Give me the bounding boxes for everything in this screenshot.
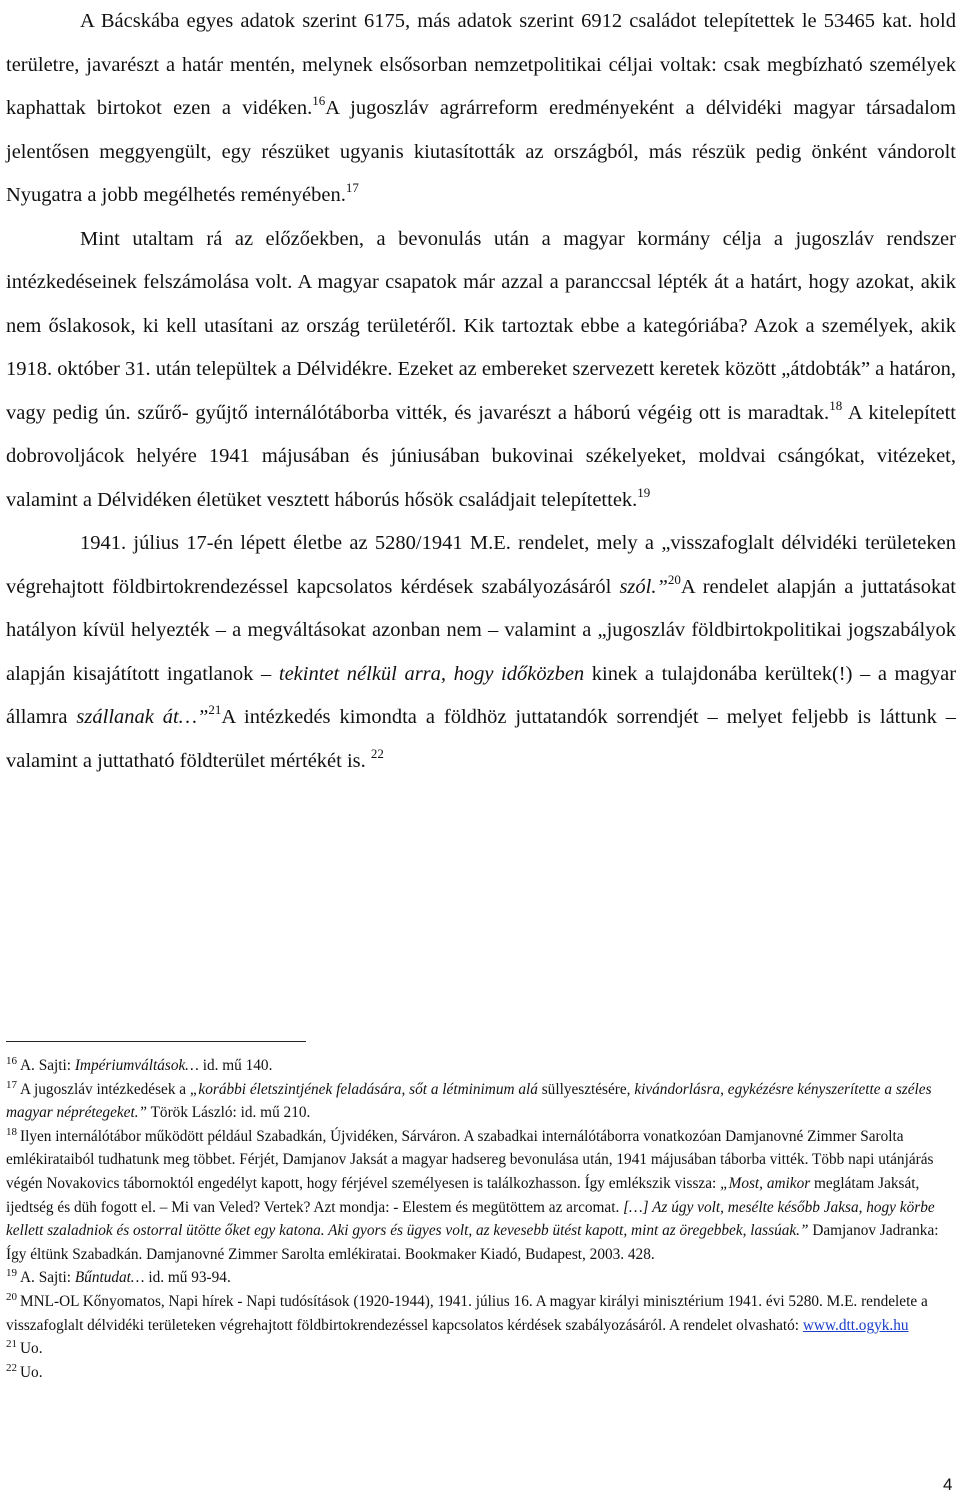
footnote-18 [6,1125,951,1267]
page-number: 4 [943,1475,953,1494]
footnote-ref-20[interactable]: 20 [667,571,681,587]
footnote-number: 16 [6,1055,17,1067]
footnote-text: MNL-OL Kőnyomatos, Napi hírek - Napi tudósítások (1920-1944), 1941. július 16. A magyar királyi minisztérium 1941. évi 5280. M.E. rendelete a visszafoglalt délvidéki területeken végrehajtott földbirtokrendezéssel kapcsolatos kérdések szabályozásáról. A rendelet olvasható: [6,1292,928,1334]
footnote-number: 19 [6,1267,17,1280]
footnote-text: süllyesztésére, [537,1080,635,1098]
paragraph-text: A kitelepített dobrovoljácok helyére 1941 májusában és júniusában bukovinai székelyeket, moldvai csángókat, vitézeket, valamint a Délvidéken életüket vesztett háborús hősök családjait telepítettek. [6,401,956,511]
footnote-ref-22[interactable]: 22 [370,745,384,761]
footnote-number: 22 [6,1361,17,1374]
italic-text: tekintet nélkül arra, hogy időközben [278,662,585,685]
footnote-ref-21[interactable]: 21 [208,702,222,717]
paragraph-2 [6,218,956,523]
footnote-ref-18[interactable]: 18 [829,397,843,413]
paragraph-text: A jugoszláv agrárreform eredményeként a délvidéki magyar társadalom jelentősen meggyengült, egy részüket ugyanis kiutasították az országból, más részük pedig önként vándorolt Nyugatra a jobb megélhetés reményében. [6,97,956,206]
paragraph-text: A rendelet alapján a juttatásokat hatályon kívül helyezték – a megváltásokat azonban nem – valamint a „jugoszláv földbirtokpolitikai jogszabályok alapján kisajátított ingatlanok – [6,575,957,685]
footnote-text: Török László: id. mű 210. [147,1104,311,1122]
footnote-ref-17[interactable]: 17 [345,180,359,195]
footnote-italic: Impériumváltások… [74,1057,199,1074]
paragraph-text: 1941. július 17-én lépett életbe az 5280/1941 M.E. rendelet, mely a „visszafoglalt délvidéki területeken végrehajtott földbirtokrendezéssel kapcsolatos kérdések szabályozásáról [6,532,956,598]
footnote-text: Uo. [20,1363,43,1381]
italic-text: szállanak át…” [76,706,209,728]
footnote-text: meglátam Jaksát, ijedtség és düh fogott el. – Mi van Veled? Vertek? Azt mondja: - Elestem és megütöttem az arcomat. [6,1174,920,1216]
paragraph-text: A Bácskába egyes adatok szerint 6175, más adatok szerint 6912 családot telepítettek le 53465 kat. hold területre, javarészt a határ mentén, melynek elsősorban nemzetpolitikai céljai voltak: csak megbízható személyek kaphattak birtokot ezen a vidéken. [6,10,956,119]
footnote-number: 20 [6,1290,17,1303]
footnote-ref-16[interactable]: 16 [312,93,326,108]
footnote-text: A. Sajti: [20,1269,75,1287]
source-link[interactable]: www.dtt.ogyk.hu [802,1316,909,1334]
footnote-italic: […] Az úgy volt, mesélte később Jaksa, hogy körbe kellett szaladniok és ostorral ütötte őket egy katona. Aki gyors és ügyes volt, az kevesebb ütést kapott, mint az öregebbek, lassúak.” [6,1198,935,1240]
paragraph-1 [6,0,956,218]
footnote-21 [6,1337,951,1361]
footnote-text: Ilyen internálótábor működött például Szabadkán, Újvidéken, Sárváron. A szabadkai internálótáborra vonatkozóan Damjanovné Zimmer Sarolta emlékirataiból tudhatunk meg többet. Férjét, Damjanov Jaksát a magyar hadsereg bevonulása után, 1941 májusában táborba vitték. Több napi utánjárás végén Novakovics tábornoktól engedélyt kapott, hogy férjével személyesen is találkozhasson. Így emlékszik vissza: [6,1127,934,1192]
footnote-text: A jugoszláv intézkedések a [20,1080,190,1098]
footnote-ref-19[interactable]: 19 [637,484,651,500]
footnote-16 [6,1054,951,1078]
footnote-17 [6,1078,951,1125]
footnote-italic: kivándorlásra, egykézésre kényszerítette a széles magyar néprétegeket.” [6,1080,932,1122]
paragraph-text: Mint utaltam rá az előzőekben, a bevonulás után a magyar kormány célja a jugoszláv rendszer intézkedéseinek felszámolása volt. A magyar csapatok már azzal a paranccsal lépték át a határt, hogy azokat, akik nem őslakosok, ki kell utasítani az ország területéről. Kik tartoztak ebbe a kategóriába? Azok a személyek, akik 1918. október 31. után települtek a Délvidékre. Ezeket az embereket szervezett keretek között „átdobták” a határon, vagy pedig ún. szűrő- gyűjtő internálótáborba vitték, és javarészt a háború végéig ott is maradtak. [6,227,956,424]
footnote-italic: Bűntudat… [74,1269,145,1287]
footnote-text: id. mű 140. [198,1057,273,1074]
footnote-separator [6,1041,306,1042]
footnote-text: id. mű 93-94. [144,1269,231,1287]
footnote-italic: „korábbi életszintjének feladására, sőt a létminimum alá [189,1080,538,1098]
paragraph-text: kinek a tulajdonába kerültek(!) – a magyar államra [6,662,957,728]
footnotes [6,1054,951,1384]
paragraph-3 [6,522,956,783]
footnote-number: 17 [6,1078,17,1091]
document-page [6,0,956,783]
footnote-19 [6,1266,951,1290]
paragraph-text: A intézkedés kimondta a földhöz juttatandók sorrendjét – melyet feljebb is láttunk – valamint a juttatható földterület mértékét is. [6,706,957,772]
footnote-22 [6,1361,951,1385]
footnote-number: 18 [6,1125,17,1138]
footnote-20 [6,1290,951,1337]
italic-text: szól.” [619,575,668,598]
footnote-text: Uo. [20,1340,43,1358]
main-text [6,0,956,783]
footnote-italic: „Most, amikor [720,1174,811,1192]
footnote-number: 21 [6,1338,17,1351]
footnote-text: A. Sajti: [20,1057,75,1074]
footnote-text: Damjanov Jadranka: Így éltünk Szabadkán. Damjanovné Zimmer Sarolta emlékiratai. Bookmaker Kiadó, Budapest, 2003. 428. [6,1222,939,1263]
